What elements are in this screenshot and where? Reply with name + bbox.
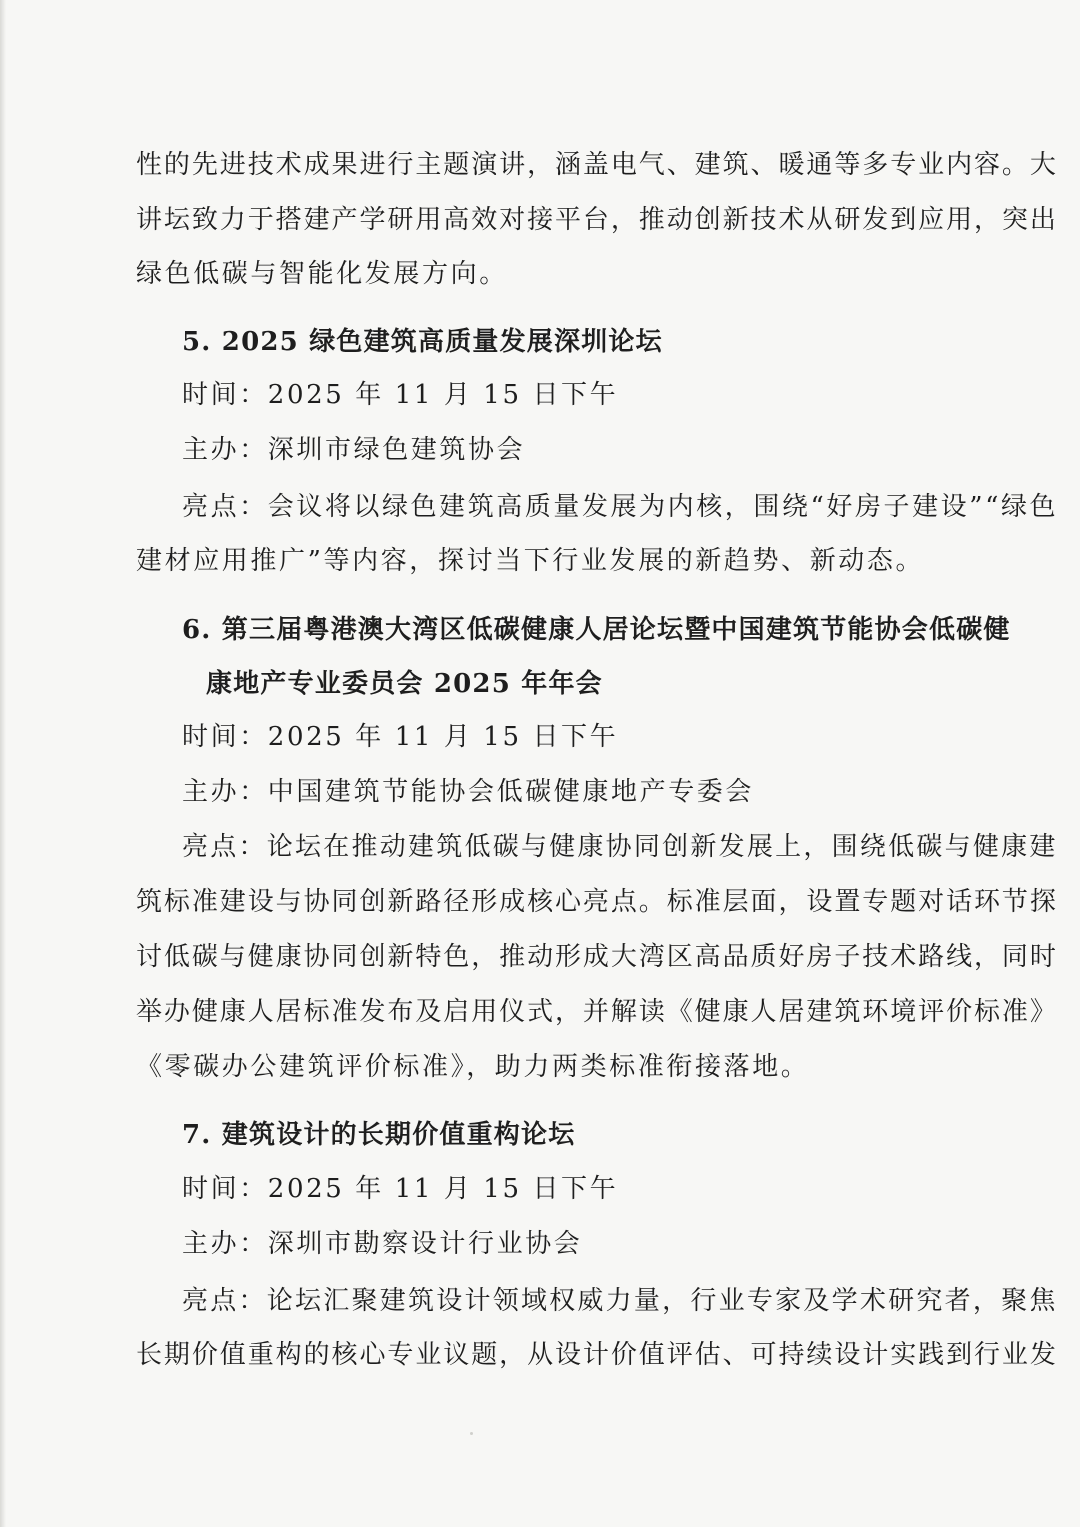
page-edge-shadow — [0, 0, 6, 1527]
intro-line-3: 绿色低碳与智能化发展方向。 — [136, 259, 508, 289]
section-6-highlight-line-5: 《零碳办公建筑评价标准》，助力两类标准衔接落地。 — [136, 1052, 810, 1082]
section-7-highlight-line-2: 长期价值重构的核心专业议题，从设计价值评估、可持续设计实践到行业发 — [136, 1340, 1058, 1370]
section-7-time: 时间：2025 年 11 月 15 日下午 — [182, 1174, 619, 1204]
intro-line-1: 性的先进技术成果进行主题演讲，涵盖电气、建筑、暖通等多专业内容。大 — [136, 150, 1058, 180]
section-6-time: 时间：2025 年 11 月 15 日下午 — [182, 722, 619, 752]
section-6-highlight-line-2: 筑标准建设与协同创新路径形成核心亮点。标准层面，设置专题对话环节探 — [136, 887, 1058, 917]
section-6-highlight-line-1: 亮点：论坛在推动建筑低碳与健康协同创新发展上，围绕低碳与健康建 — [182, 832, 1058, 862]
section-5-time: 时间：2025 年 11 月 15 日下午 — [182, 380, 619, 410]
section-6-highlight-line-3: 讨低碳与健康协同创新特色，推动形成大湾区高品质好房子技术路线，同时 — [136, 942, 1058, 972]
section-5-highlight-line-2: 建材应用推广”等内容，探讨当下行业发展的新趋势、新动态。 — [136, 546, 925, 576]
intro-line-2: 讲坛致力于搭建产学研用高效对接平台，推动创新技术从研发到应用，突出 — [136, 205, 1058, 235]
section-7-host: 主办：深圳市勘察设计行业协会 — [182, 1229, 583, 1259]
section-5-host: 主办：深圳市绿色建筑协会 — [182, 435, 526, 465]
section-7-highlight-line-1: 亮点：论坛汇聚建筑设计领域权威力量，行业专家及学术研究者，聚焦 — [182, 1286, 1058, 1316]
scan-speck — [470, 1432, 473, 1435]
section-7-title: 7. 建筑设计的长期价值重构论坛 — [182, 1120, 576, 1150]
section-6-host: 主办：中国建筑节能协会低碳健康地产专委会 — [182, 777, 755, 807]
section-6-highlight-line-4: 举办健康人居标准发布及启用仪式，并解读《健康人居建筑环境评价标准》 — [136, 997, 1058, 1027]
section-5-title: 5. 2025 绿色建筑高质量发展深圳论坛 — [182, 327, 663, 357]
section-5-highlight-line-1: 亮点：会议将以绿色建筑高质量发展为内核，围绕“好房子建设”“绿色 — [182, 492, 1059, 522]
section-6-title-line-1: 6. 第三届粤港澳大湾区低碳健康人居论坛暨中国建筑节能协会低碳健 — [182, 615, 1011, 645]
section-6-title-line-2: 康地产专业委员会 2025 年年会 — [206, 669, 603, 699]
